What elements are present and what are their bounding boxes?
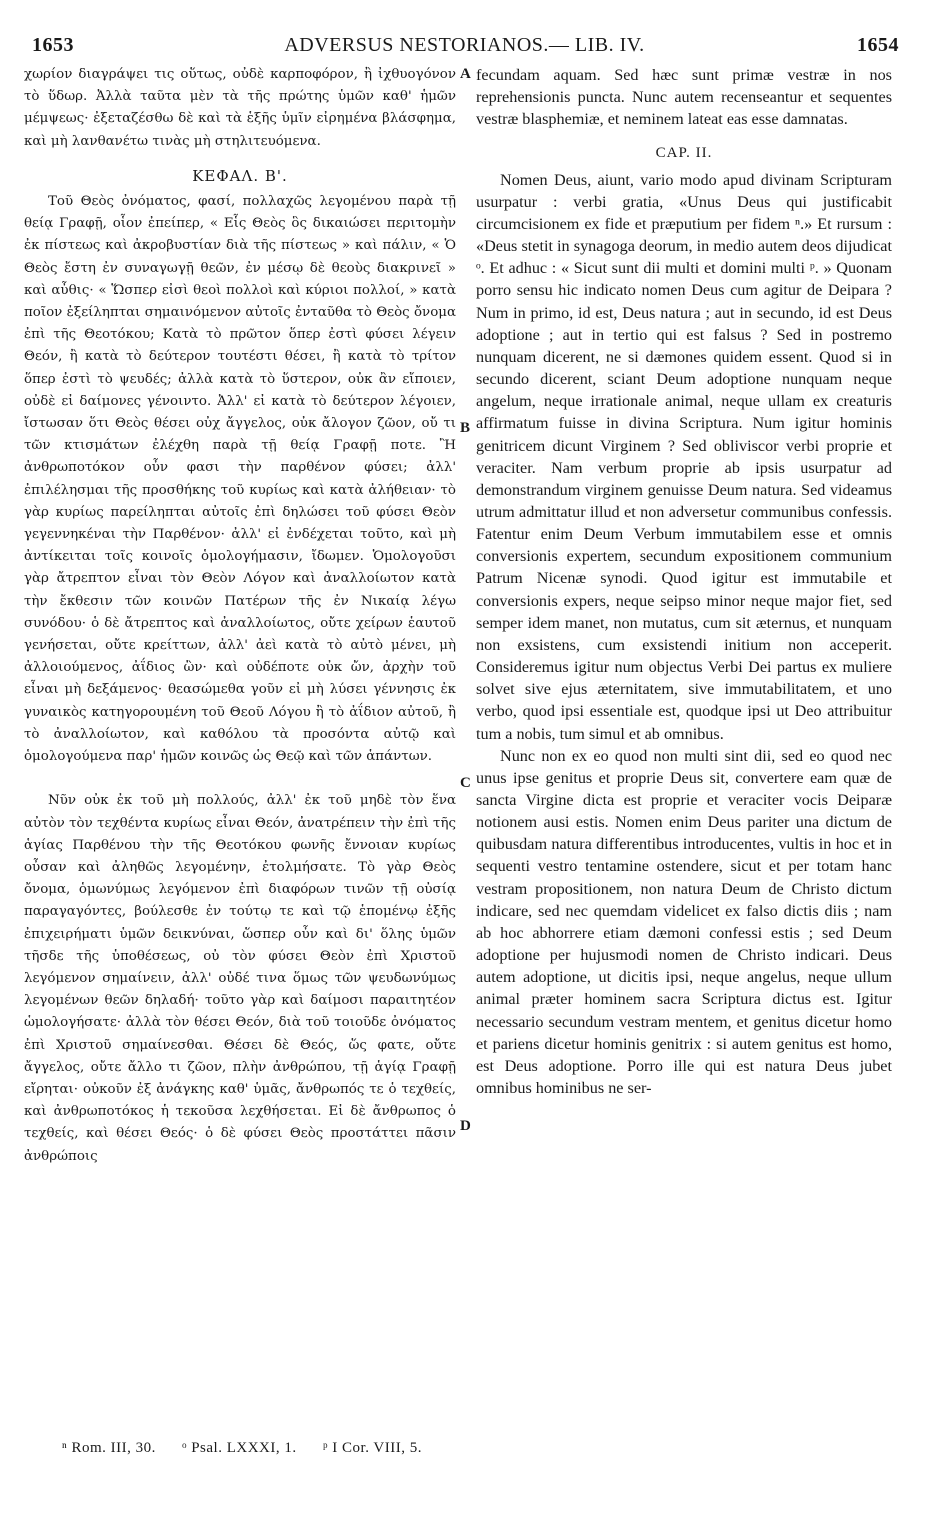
latin-paragraph-2: Nunc non ex eo quod non multi sint dii, sed eo quod nec unus ipse genitus et proprie Deus sit, convertere eam quæ de sancta Virgine dicta est proprie et veraciter vocis Deiparæ notionem ausi estis. Nomen enim Deus pariter una dictum de quibusdam natura differentibus introducentes, vultis in hoc et in sequenti vestro tentamine ostendere, sicut et per totam hanc vestram propositionem, non natura Deum de Christo dictum indicare, sed nec quemdam videlicet ex falso dictis diis ; nam ab hoc abhorrere etiam dæmoni confessi estis ; sed Deum adoptione per hujusmodi nomen de Christo indicari. Deus autem adoptione, ut dicitis ipsi, neque angelus, neque ullum animal præter hominem sacra Scriptura dictus est. Igitur necessario secundum vestram mentem, et genitus dicetur homo et pariens dicetur hominis genitrix : si autem genitus est homo, est Deus adoptione. Porro ille qui est natura Deus jubet omnibus hominibus ne ser- — [476, 746, 892, 1098]
footnote-o: ᵒ Psal. LXXXI, 1. — [182, 1440, 297, 1456]
footnote-n: ⁿ Rom. III, 30. — [62, 1440, 156, 1456]
margin-marker-c: C — [460, 775, 471, 791]
greek-intro-paragraph: χωρίον διαγράψει τις οὕτως, οὐδὲ καρποφόρον, ἢ ἰχθυογόνον τὸ ὕδωρ. Ἀλλὰ ταῦτα μὲν τὰ τῆς πρώτης ὑμῶν καθ' ἡμῶν μέμψεως· ἐξεταζέσθω δὲ καὶ τὰ ἑξῆς ὑμῖν εἰρημένα βλάσφημα, καὶ μὴ λανθανέτω τινὰς μὴ στηλιτευόμενα. — [24, 67, 456, 149]
running-title: ADVERSUS NESTORIANOS.— LIB. IV. — [284, 34, 645, 56]
greek-paragraph-2: Νῦν οὐκ ἐκ τοῦ μὴ πολλούς, ἀλλ' ἐκ τοῦ μηδὲ τὸν ἕνα αὐτὸν τὸν τεχθέντα κυρίως εἶναι Θεόν, ἀνατρέπειν τὴν ἐπὶ τῆς ἁγίας Παρθένου τὴν τῆς Θεοτόκου φωνῆς ἔννοιαν κυρίως οὖσαν καὶ ἀληθῶς λεγομένην, ἐτολμήσατε. Τὸ γὰρ Θεὸς ὄνομα, ὁμωνύμως λεγόμενον ἐπὶ διαφόρων τινῶν τῇ οὐσίᾳ παραγαγόντες, βούλεσθε ἐν τούτῳ τε καὶ τῷ ἑπομένῳ ἐξῆς ἐπιχειρήματι ὑμῶν δεικνύναι, ὥσπερ οὖν καὶ δι' ὅλης ὑμῶν τῆσδε τῆς ὑποθέσεως, οὐ τὸν φύσει Θεὸν ἐπὶ Χριστοῦ λεγόμενον σημαίνειν, ἀλλ' οὐδέ τινα ὅμως τῶν ψευδωνύμως λεγομένων θεῶν δηλαδή· τοῦτο γὰρ καὶ δαίμοσι παραιτητέον ὡμολογήσατε· ἀλλὰ τὸν θέσει Θεόν, διὰ τοῦ τοιοῦδε ὀνόματος ἐπὶ Χριστοῦ σημαίνεσθαι. Θέσει δὲ Θεός, ὥς φατε, οὔτε ἄγγελος, οὔτε ἄλλο τι ζῶον, πλὴν ἀνθρώπου, τῇ ἁγίᾳ Γραφῇ εἴρηται· οὐκοῦν ἐξ ἀνάγκης καθ' ὑμᾶς, ἄνθρωπός τε ὁ τεχθείς, καὶ ἀνθρωποτόκος ἡ τεκοῦσα λεχθήσεται. Εἰ δὲ ἄνθρωπος ὁ τεχθείς, καὶ θέσει Θεός· ὁ δὲ φύσει Θεὸς προστάττει πᾶσιν ἀνθρώποις — [24, 793, 456, 1164]
margin-marker-a: A — [460, 66, 471, 82]
latin-chapter-heading: CAP. II. — [655, 145, 713, 162]
footnotes — [62, 1440, 444, 1457]
page-number-left: 1653 — [32, 34, 74, 56]
latin-intro-paragraph: fecundam aquam. Sed hæc sunt primæ vestræ in nos reprehensionis puncta. Nunc autem recenseantur et sequentes vestræ blasphemiæ, et neminem lateat eas esse damnatas. — [476, 66, 892, 129]
greek-column — [24, 64, 456, 1168]
greek-paragraph-1: Τοῦ Θεὸς ὀνόματος, φασί, πολλαχῶς λεγομένου παρὰ τῇ θείᾳ Γραφῇ, οἷον ἐπείπερ, « Εἷς Θεὸς ὃς δικαιώσει περιτομὴν ἐκ πίστεως καὶ ἀκροβυστίαν διὰ τῆς πίστεως » καὶ πάλιν, « Ὁ Θεὸς ἔστη ἐν συναγωγῇ θεῶν, ἐν μέσῳ δὲ θεοὺς διακρινεῖ » καὶ αὖθις· « Ὥσπερ εἰσὶ θεοὶ πολλοὶ καὶ κύριοι πολλοί, » κατὰ ποῖον ἐξείληπται σημαινόμενον αὐτοῖς ἐνταῦθα τὸ Θεὸς ὄνομα ἐπὶ τῆς Θεοτόκου; Κατὰ τὸ πρῶτον ὅπερ ἐστὶ φύσει λέγειν Θεόν, ἢ κατὰ τὸ δεύτερον τουτέστι θέσει, ἢ κατὰ τὸ τρίτον ὅπερ ἐστὶ τὸ ψευδές; ἀλλὰ κατὰ τὸ ὕστερον, οὐκ ἂν εἴποιεν, οὐδὲ εἰ δαίμονες γένοιντο. Ἀλλ' εἰ κατὰ τὸ δεύτερον λέγοιεν, ἴστωσαν ὅτι Θεὸς θέσει οὐχ ἄγγελος, οὐκ ἄλογον ζῶον, οὔ τι τῶν κτισμάτων ἐλέχθη παρὰ τῇ θείᾳ Γραφῇ ποτε. Ἢ ἀνθρωποτόκον οὖν φασι τὴν παρθένον φύσει; ἀλλ' ἐπιλέλησμαι τῆς προσθήκης τοῦ κυρίως καὶ κατὰ ἀλήθειαν· τὸ γὰρ κυρίως παρείληπται αὐτοῖς ἐπὶ δηλώσει τοῦ φύσει Θεὸν γεγεννηκέναι τὴν Παρθένον· ἀλλ' εἰ ἐνδέχεται τοῦτο, καὶ μὴ ἀντίκειται τοῖς κοινοῖς ὁμολογήμασιν, ἴδωμεν. Ὁμολογοῦσι γὰρ ἄτρεπτον εἶναι τὸν Θεὸν Λόγον καὶ ἀναλλοίωτον κατὰ τὴν ἔκθεσιν τῶν κοινῶν Πατέρων τῆς ἐν Νικαίᾳ λέγω συνόδου· ὁ δὲ ἄτρεπτος καὶ ἀναλλοίωτος, οὔτε χείρων ἑαυτοῦ γενήσεται, οὔτε κρείττων, ἀλλ' ἀεὶ κατὰ τὸ αὐτὸ μένει, μὴ ἀλλοιούμενος, ἀΐδιος ὢν· καὶ οὐδέποτε οὐκ ὤν, ἀρχὴν τοῦ εἶναι μὴ δεξάμενος· θεασώμεθα γοῦν εἰ μὴ λύσει γέννησις ἐκ γυναικὸς κατηγορουμένη τοῦ Θεοῦ Λόγου ἢ τὸ ἀΐδιον αὐτοῦ, ἢ τὸ ἀναλλοίωτον, καὶ καθόλου τὰ προσόντα αὐτῷ καὶ ὁμολογούμενα παρ' ἡμῶν κοινῶς ὡς Θεῷ καὶ τῶν ἁπάντων. — [24, 194, 456, 765]
margin-marker-b: B — [460, 420, 471, 436]
latin-paragraph-1: Nomen Deus, aiunt, vario modo apud divinam Scripturam usurpatur : verbi gratia, «Unus Deus qui justificabit circumcisionem ex fide et præputium per fidem ⁿ.» Et rursum : «Deus stetit in synagoga deorum, in medio autem deos dijudicat ᵒ. Et adhuc : « Sicut sunt dii multi et domini multi ᵖ. » Quonam porro sensu hic indicato nomen Deus cum agitur de Deipara ? Num in primo, id est, Deus natura ; aut in secundo, id est Deus adoptione ; aut in tertio qui est falsus ? Sed in postremo nunquam dicerent, ne si dæmones quidem essent. Quod si in secundo dicerent, sciant Deum adoptione nunquam neque angelum, neque irrationale animal, neque ullam ex creaturis affirmatum fuisse in divina Scriptura. Num igitur hominis genitricem dicunt Virginem ? Sed obliviscor verbi proprie et veraciter. Nam verbum proprie ab ipsis usurpatur ad demonstrandum virginem genuisse Deum natura. Sed videamus utrum admittatur illud et non adversetur communibus confessis. Fatentur enim Deum Verbum immutabilem esse et omnis conversionis expertem, secundum expositionem communium Patrum Nicenæ synodi. Quod igitur est immutabile et conversionis expers, neque seipso minor neque major fiet, sed semper idem manet, non mutatus, cum sit æternus, et nunquam non exsistens, cum exsistendi initium non acceperit. Consideremus igitur num objectus Verbi Dei partus ex muliere solvet sive ejus æternitatem, sive immutabilitatem, et uno verbo, quod ipsi essentiale est, quodque ipsi ut Deo attribuitur tum a nobis, tum simul et ab omnibus. — [476, 170, 892, 743]
greek-chapter-heading: ΚΕΦΑΛ. Β'. — [192, 166, 288, 185]
footnote-p: ᵖ I Cor. VIII, 5. — [322, 1440, 423, 1456]
page-number-right: 1654 — [857, 34, 899, 56]
latin-column — [476, 64, 892, 1099]
page-header — [22, 30, 907, 60]
margin-marker-d: D — [460, 1118, 471, 1134]
